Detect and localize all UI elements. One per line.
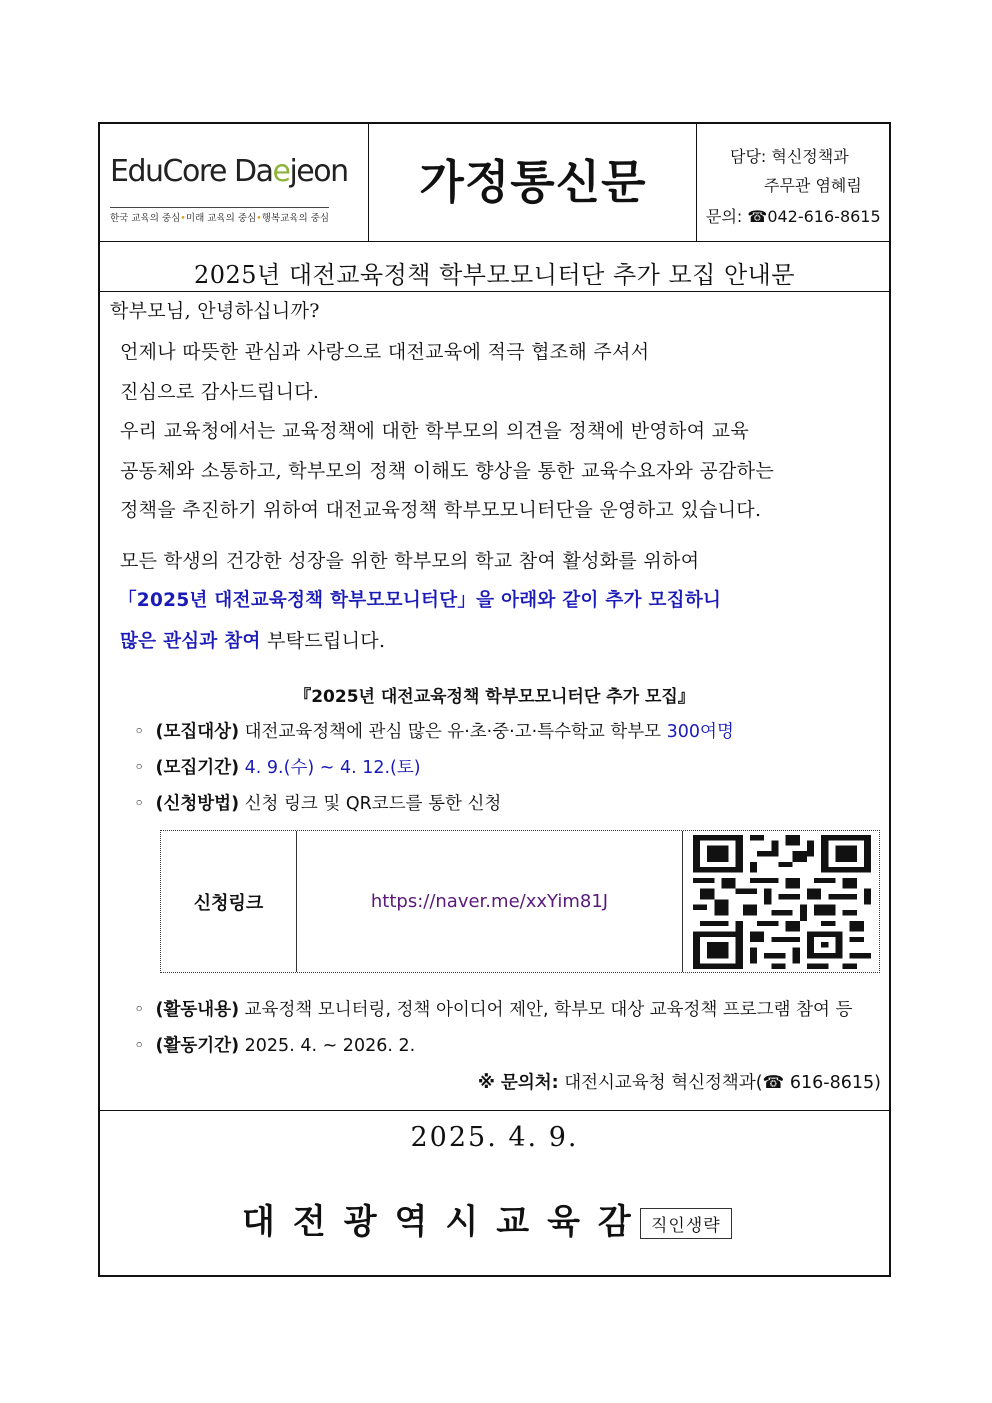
phone-contact: 문의: ☎042-616-8615 (706, 207, 881, 226)
recruit-title-line: 「2025년 대전교육정책 학부모모니터단」을 아래와 같이 추가 모집하니 (118, 590, 722, 611)
paragraph-line: 공동체와 소통하고, 학부모의 정책 이해도 향상을 통한 교육수요자와 공감하는 (120, 460, 774, 482)
educore-logo: EduCore Daejeon (110, 154, 348, 189)
activity-item: ◦ (활동내용) 교육정책 모니터링, 정책 아이디어 제안, 학부모 대상 교육정책 프로그램 참여 등 (134, 1000, 853, 1020)
inquiry-line: ※ 문의처: 대전시교육청 혁신정책과(☎ 616-8615) (477, 1073, 881, 1093)
paragraph-line: 진심으로 감사드립니다. (120, 381, 320, 403)
headline: 2025년 대전교육정책 학부모모니터단 추가 모집 안내문 (193, 261, 796, 289)
signup-link[interactable]: https://naver.me/xxYim81J (370, 891, 609, 912)
greeting: 학부모님, 안녕하십니까? (110, 300, 320, 322)
paragraph-line: 많은 관심과 참여 부탁드립니다. (120, 630, 386, 652)
link-label: 신청링크 (193, 892, 264, 914)
seal-omitted-badge: 직인생략 (640, 1208, 732, 1239)
paragraph-line: 우리 교육청에서는 교육정책에 대한 학부모의 의견을 정책에 반영하여 교육 (120, 420, 749, 442)
paragraph-line: 정책을 추진하기 위하여 대전교육정책 학부모모니터단을 운영하고 있습니다. (120, 499, 762, 521)
paragraph-line: 모든 학생의 건강한 성장을 위한 학부모의 학교 참여 활성화를 위하여 (120, 550, 700, 572)
page-title: 가정통신문 (419, 155, 647, 209)
paragraph-line: 언제나 따뜻한 관심과 사랑으로 대전교육에 적극 협조해 주셔서 (120, 341, 650, 363)
issue-date: 2025. 4. 9. (410, 1122, 579, 1153)
qr-code-icon[interactable] (693, 835, 871, 969)
logo-tagline: 한국 교육의 중심•미래 교육의 중심•행복교육의 중심 (110, 207, 329, 224)
target-item: ◦ (모집대상) 대전교육정책에 관심 많은 유·초·중·고·특수학교 학부모 300여명 (134, 722, 734, 742)
dept-contact: 담당: 혁신정책과 (730, 147, 849, 166)
period-item: ◦ (모집기간) 4. 9.(수) ~ 4. 12.(토) (134, 758, 421, 778)
link-table (160, 830, 880, 973)
term-item: ◦ (활동기간) 2025. 4. ~ 2026. 2. (134, 1036, 416, 1056)
notice-frame (98, 122, 891, 1277)
notice-title: 『2025년 대전교육정책 학부모모니터단 추가 모집』 (294, 687, 695, 707)
method-item: ◦ (신청방법) 신청 링크 및 QR코드를 통한 신청 (134, 794, 502, 814)
officer-contact: 주무관 염혜림 (764, 176, 862, 195)
signer-title: 대전광역시교육감 (242, 1202, 649, 1242)
